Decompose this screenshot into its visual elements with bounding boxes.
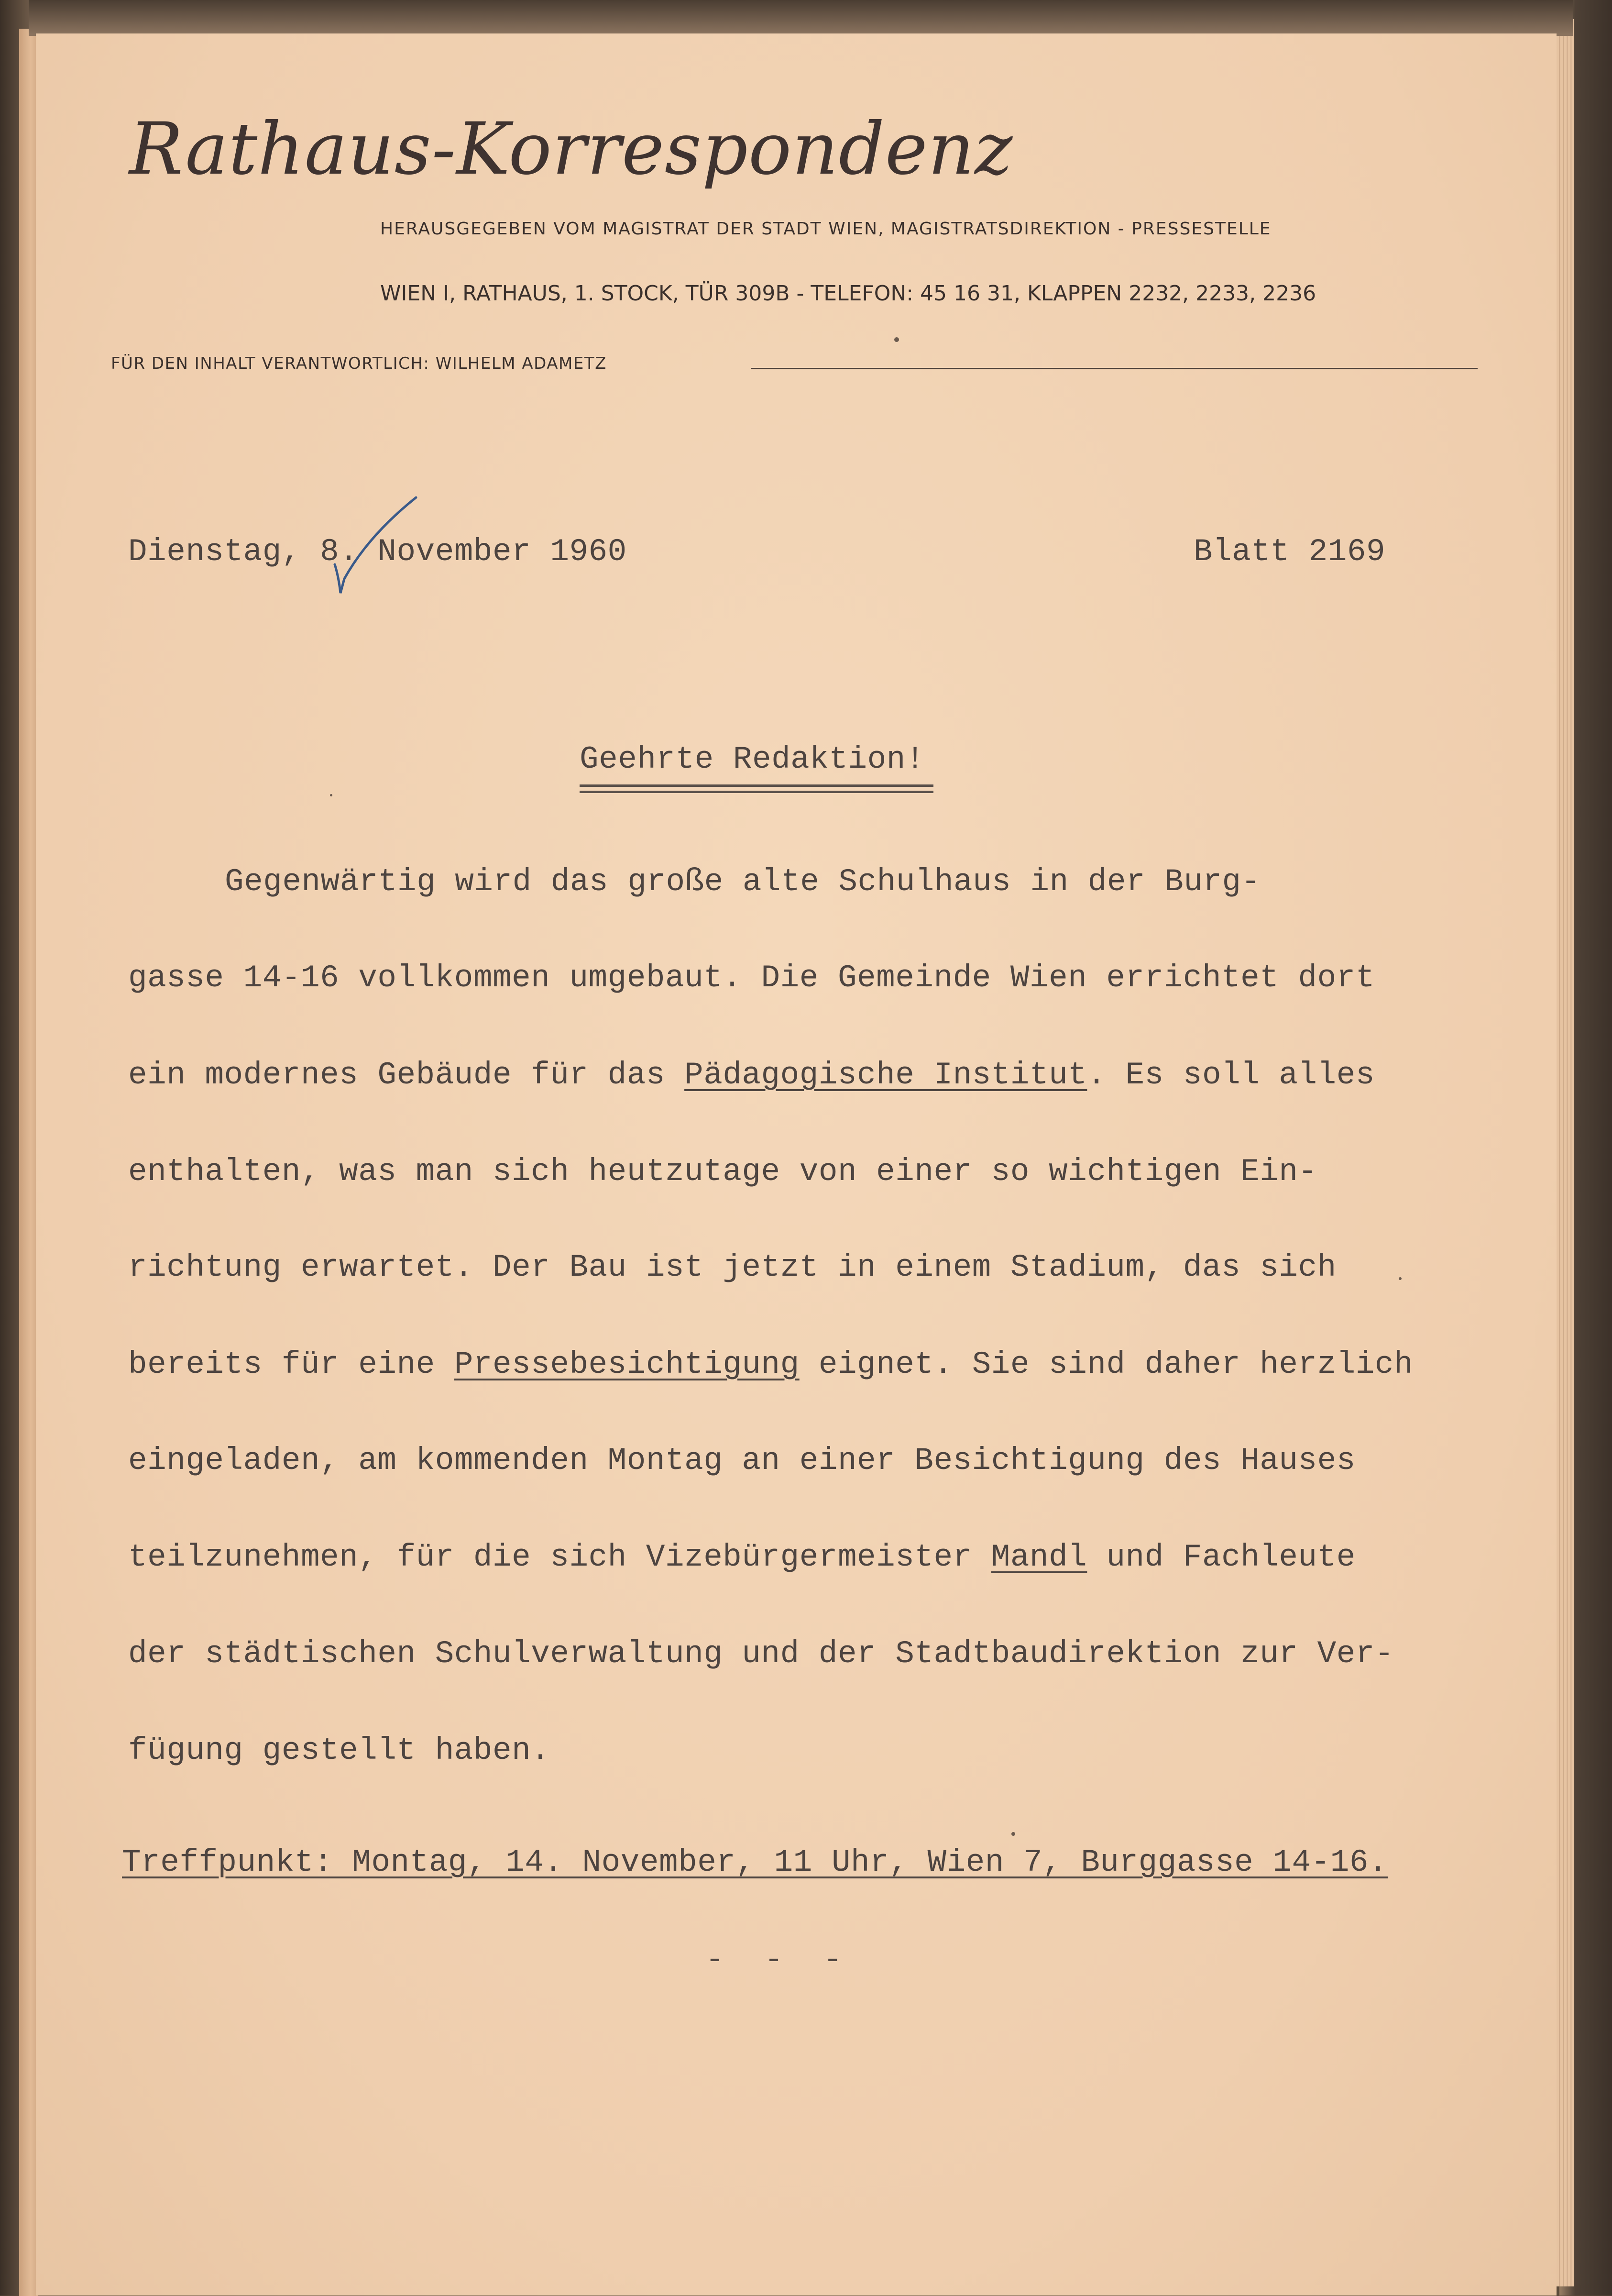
pen-check-mark-icon	[325, 493, 435, 603]
underlined-term: Pressebesichtigung	[454, 1347, 800, 1382]
body-text: ein modernes Gebäude für das	[128, 1057, 685, 1093]
body-text: bereits für eine	[128, 1347, 454, 1382]
letterhead-rule	[751, 368, 1478, 369]
underlined-term: Pädagogische Institut	[684, 1057, 1087, 1093]
body-text: . Es soll alles	[1087, 1057, 1375, 1093]
body-line: enthalten, was man sich heutzutage von einer so wichtigen Ein-	[128, 1154, 1317, 1190]
binding-edge	[19, 29, 38, 2296]
paper-speck	[1011, 1832, 1015, 1836]
document-date: Dienstag, 8. November 1960	[128, 534, 627, 570]
closing-mark: - - -	[705, 1942, 853, 1978]
paper-speck	[894, 337, 899, 342]
meeting-point: Treffpunkt: Montag, 14. November, 11 Uhr, Wien 7, Burggasse 14-16.	[122, 1844, 1388, 1880]
body-line: gasse 14-16 vollkommen umgebaut. Die Gemeinde Wien errichtet dort	[128, 960, 1375, 996]
sheet-number: Blatt 2169	[1194, 534, 1386, 570]
body-line	[128, 1539, 1356, 1575]
body-line: fügung gestellt haben.	[128, 1733, 550, 1768]
body-line: Gegenwärtig wird das große alte Schulhaus in der Burg-	[225, 864, 1261, 900]
salutation: Geehrte Redaktion!	[580, 741, 925, 777]
paper-speck	[1399, 1277, 1402, 1280]
letterhead-responsible: FÜR DEN INHALT VERANTWORTLICH: WILHELM ADAMETZ	[111, 354, 607, 373]
body-text: und Fachleute	[1087, 1539, 1356, 1575]
scan-background-top	[29, 0, 1573, 36]
body-line: der städtischen Schulverwaltung und der Stadtbaudirektion zur Ver-	[128, 1636, 1394, 1672]
paper-speck	[330, 794, 332, 796]
body-line: eingeladen, am kommenden Montag an einer Besichtigung des Hauses	[128, 1443, 1356, 1479]
body-text: teilzunehmen, für die sich Vizebürgermeister	[128, 1539, 991, 1575]
underlined-term: Mandl	[991, 1539, 1087, 1575]
salutation-double-rule	[580, 784, 933, 793]
letterhead-address: WIEN I, RATHAUS, 1. STOCK, TÜR 309B - TELEFON: 45 16 31, KLAPPEN 2232, 2233, 2236	[380, 281, 1316, 306]
body-line: richtung erwartet. Der Bau ist jetzt in einem Stadium, das sich	[128, 1249, 1337, 1285]
letterhead-publisher: HERAUSGEGEBEN VOM MAGISTRAT DER STADT WIEN, MAGISTRATSDIREKTION - PRESSESTELLE	[380, 219, 1272, 239]
body-text: eignet. Sie sind daher herzlich	[799, 1347, 1414, 1382]
body-line	[128, 1057, 1375, 1093]
body-line	[128, 1347, 1413, 1382]
letterhead-title: Rathaus-Korrespondenz	[129, 108, 1013, 191]
